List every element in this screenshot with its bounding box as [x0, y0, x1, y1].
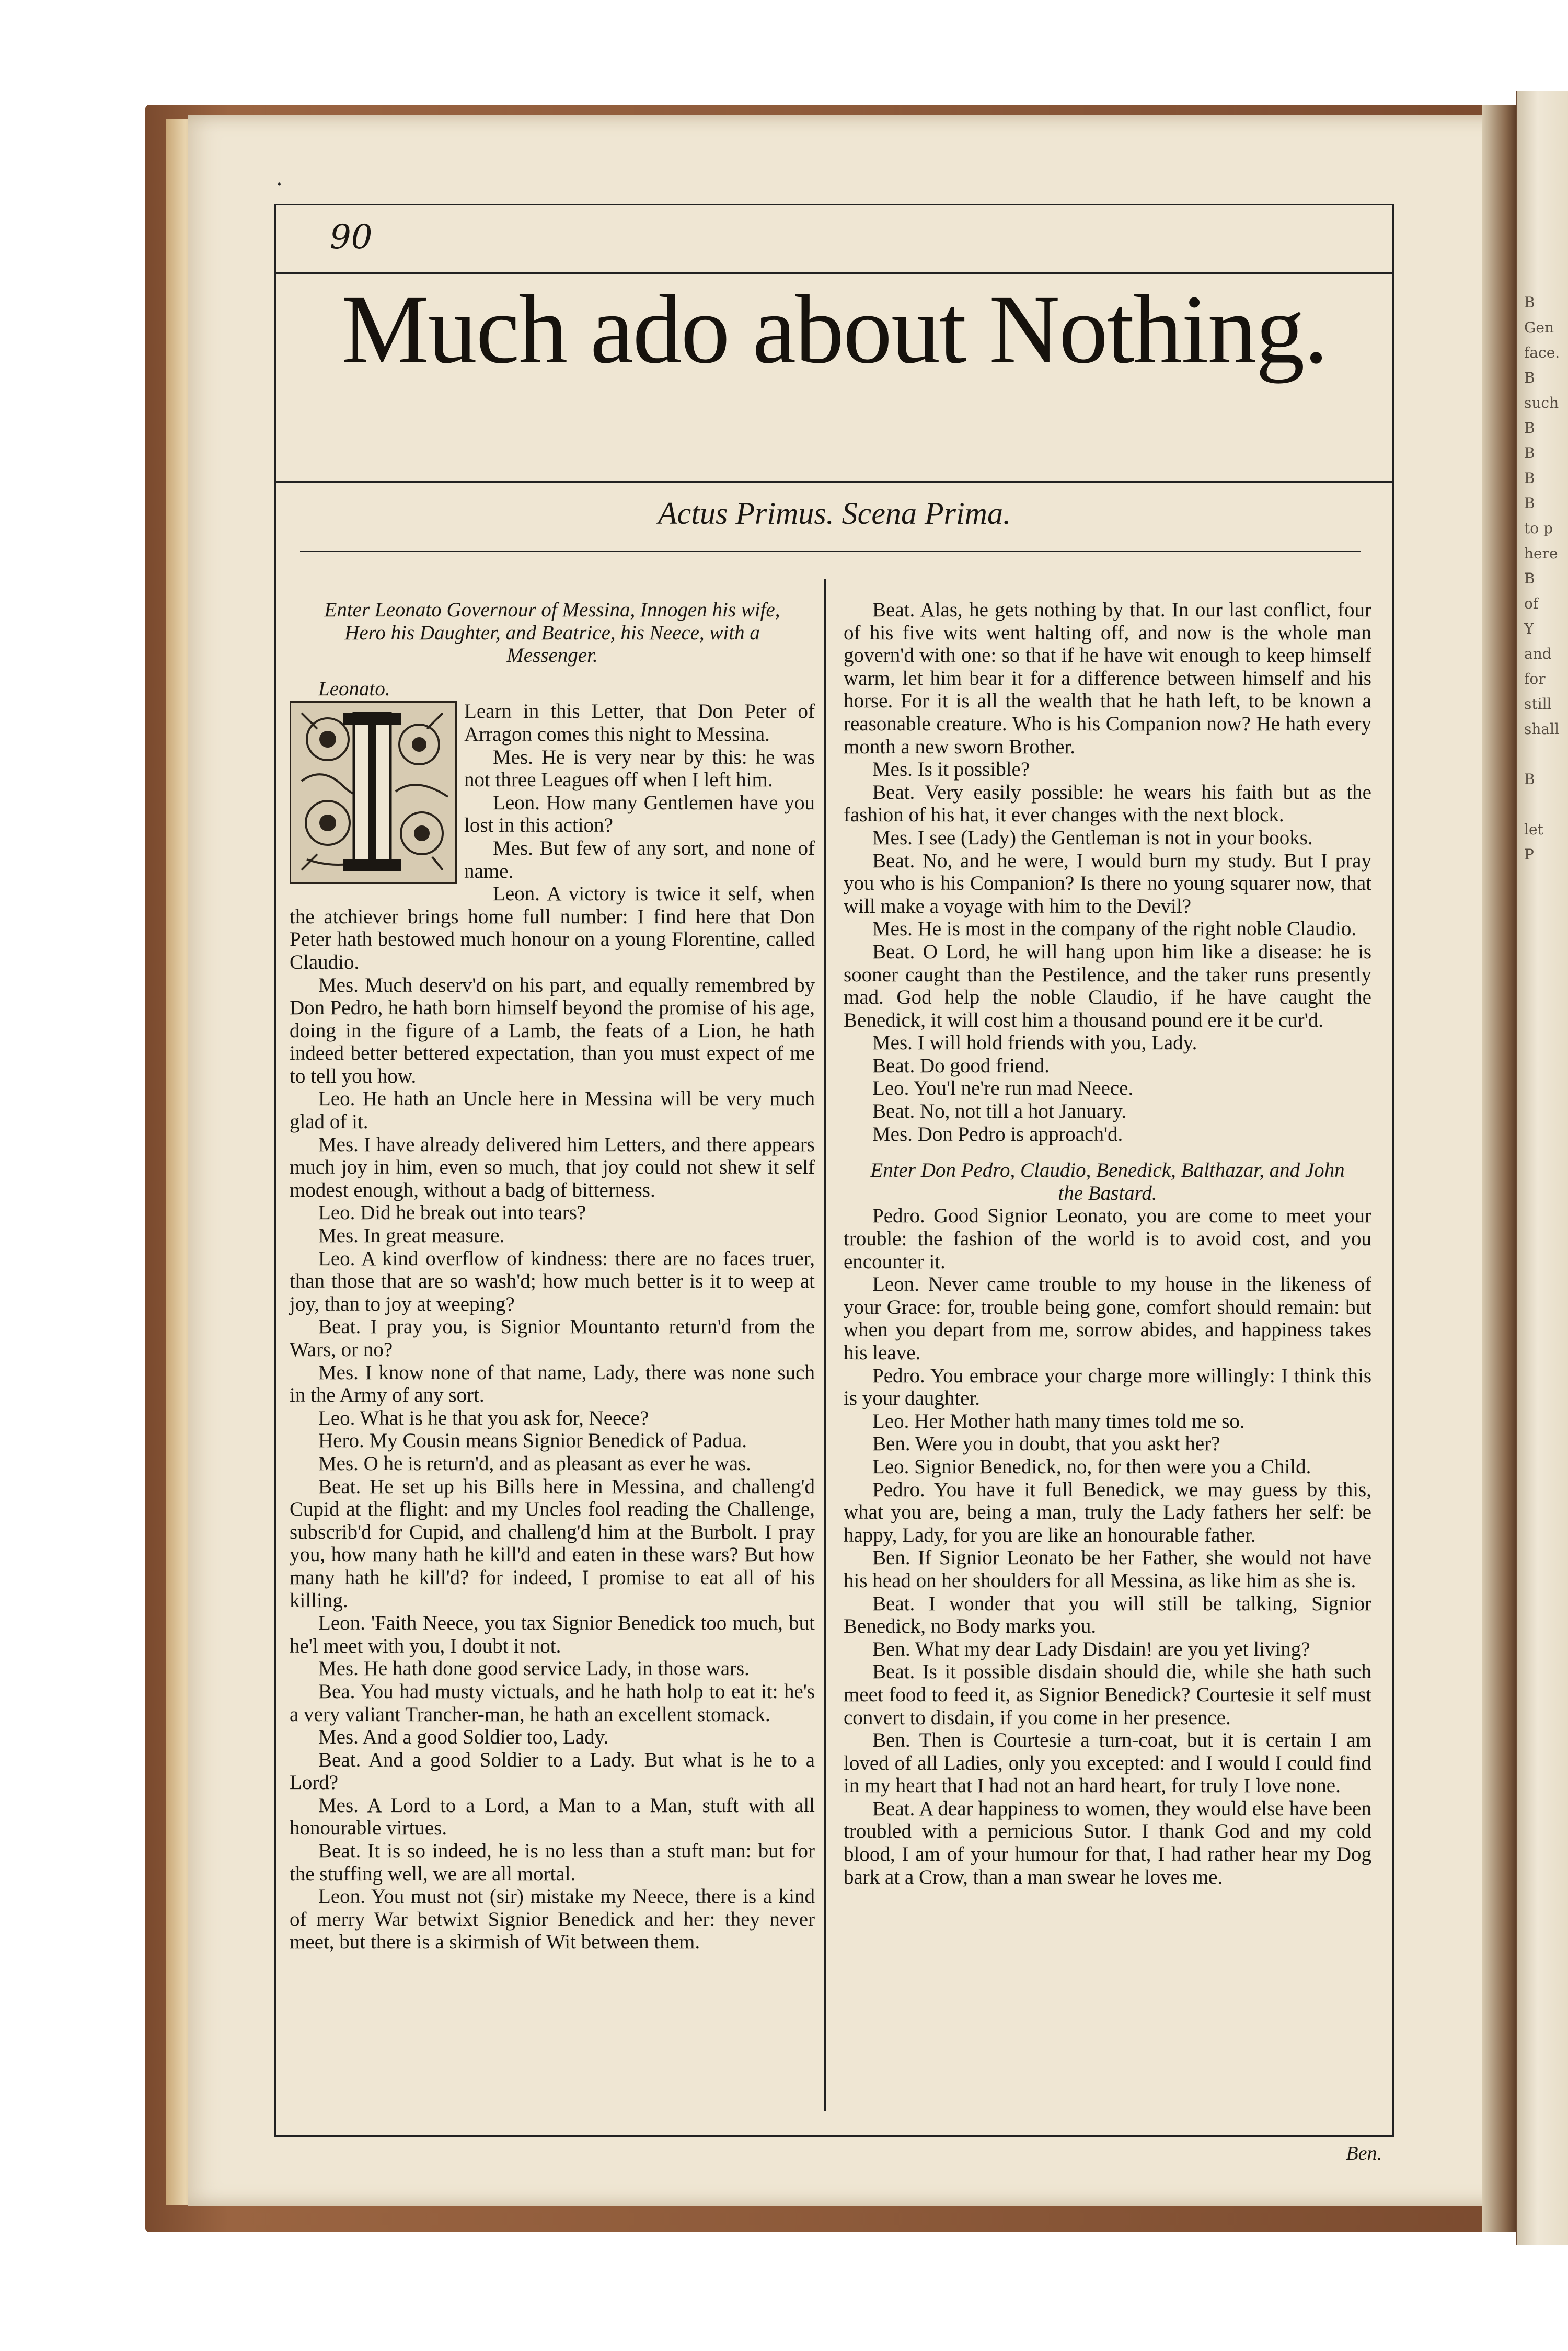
- dialogue-line: Leon. Never came trouble to my house in the likeness of your Grace: for, trouble being gone, comfort should remain: but when you depart from me, sorrow abides, and happiness takes his leave.: [844, 1273, 1371, 1364]
- dialogue-line: Mes. Is it possible?: [872, 758, 1030, 781]
- column-divider: [824, 579, 826, 2111]
- dialogue-line: Beat. I pray you, is Signior Mountanto return'd from the Wars, or no?: [290, 1315, 815, 1361]
- dialogue-line: Beat. No, and he were, I would burn my study. But I pray you who is his Companion? Is there no young squarer now, that will make a voyage with him to the Devil?: [844, 849, 1371, 918]
- facing-page-text: B Gen face. B such B B B B to p here B of Y and for still shall B let P: [1524, 294, 1560, 863]
- act-scene-heading: Actus Primus. Scena Prima.: [658, 496, 1011, 531]
- printer-mark: .: [276, 166, 283, 190]
- facing-page-edge: [1516, 91, 1568, 2245]
- dialogue-line: Ben. Then is Courtesie a turn-coat, but it is certain I am loved of all Ladies, only you excepted: and I would I could find in my heart that I had not an hard heart, for truly I love none.: [844, 1729, 1371, 1797]
- dialogue-line: Leo. He hath an Uncle here in Messina will be very much glad of it.: [290, 1087, 815, 1133]
- dialogue-line: Leon. A victory is twice it self, when the atchiever brings home full number: I find here that Don Peter hath bestowed much honour on a young Florentine, called Claudio.: [290, 882, 815, 973]
- dialogue-line: Mes. I will hold friends with you, Lady.: [872, 1031, 1197, 1054]
- speaker-name: Leonato.: [318, 677, 390, 700]
- dialogue-line: Mes. He is most in the company of the right noble Claudio.: [872, 918, 1357, 941]
- dialogue-line: Pedro. Good Signior Leonato, you are come to meet your trouble: the fashion of the world is to avoid cost, and you encounter it.: [844, 1205, 1371, 1273]
- page-number: 90: [330, 218, 373, 257]
- dialogue-line: Hero. My Cousin means Signior Benedick of Padua.: [318, 1429, 747, 1452]
- dialogue-line: Leo. Her Mother hath many times told me so.: [872, 1409, 1245, 1432]
- dialogue-line: Mes. He hath done good service Lady, in those wars.: [318, 1657, 750, 1680]
- dialogue-line: Beat. Very easily possible: he wears his faith but as the fashion of his hat, it ever changes with the next block.: [844, 781, 1371, 827]
- dialogue-line: Beat. No, not till a hot January.: [872, 1100, 1126, 1123]
- dialogue-line: Mes. In great measure.: [318, 1224, 505, 1247]
- dialogue-line: Beat. Alas, he gets nothing by that. In our last conflict, four of his five wits went halting off, and now is the whole man govern'd with one: so that if he have wit enough to keep himself warm, let him bear it for a difference between himself and his horse. For it is all the wealth that he hath left, to be known a reasonable creature. Who is his Companion now? He hath every month a new sworn Brother.: [844, 599, 1371, 758]
- dialogue-line: Ben. What my dear Lady Disdain! are you yet living?: [872, 1637, 1310, 1660]
- dialogue-line: Leo. Did he break out into tears?: [318, 1201, 586, 1224]
- left-column: [290, 599, 815, 1954]
- dialogue-line: Pedro. You embrace your charge more willingly: I think this is your daughter.: [844, 1364, 1371, 1410]
- dialogue-line: Mes. Don Pedro is approach'd.: [872, 1122, 1123, 1145]
- dialogue-line: Mes. I know none of that name, Lady, there was none such in the Army of any sort.: [290, 1361, 815, 1407]
- floral-initial-icon: [291, 703, 455, 882]
- right-column: [844, 599, 1371, 1888]
- dialogue-line: Beat. It is so indeed, he is no less than a stuft man: but for the stuffing well, we are all mortal.: [290, 1840, 815, 1885]
- dialogue-line: Beat. And a good Soldier to a Lady. But what is he to a Lord?: [290, 1748, 815, 1794]
- heading-rule: [300, 551, 1361, 552]
- dialogue-line: Beat. Do good friend.: [872, 1054, 1050, 1077]
- running-head: [276, 205, 1392, 274]
- dialogue-line: Pedro. You have it full Benedick, we may guess by this, what you are, being a man, truly the Lady fathers her self: be happy, Lady, for you are like an honourable father.: [844, 1478, 1371, 1546]
- decorated-initial: [290, 701, 457, 884]
- dialogue-line: Leon. You must not (sir) mistake my Neece, there is a kind of merry War betwixt Signior Benedick and her: they never meet, but there is a skirmish of Wit between them.: [290, 1885, 815, 1954]
- dialogue-line: Leo. What is he that you ask for, Neece?: [318, 1406, 649, 1429]
- dialogue-line: Leo. You'l ne're run mad Neece.: [872, 1077, 1134, 1100]
- dialogue-line: Leo. Signior Benedick, no, for then were you a Child.: [872, 1455, 1311, 1478]
- dialogue-line: Mes. I see (Lady) the Gentleman is not in your books.: [872, 826, 1313, 849]
- dialogue-line: Beat. I wonder that you will still be talking, Signior Benedick, no Body marks you.: [844, 1592, 1371, 1638]
- opening-paragraph: [290, 700, 815, 882]
- dialogue-line: Mes. A Lord to a Lord, a Man to a Man, stuft with all honourable virtues.: [290, 1794, 815, 1840]
- dialogue-line: Mes. But few of any sort, and none of name.: [464, 836, 815, 882]
- stage-direction: Enter Leonato Governour of Messina, Innogen his wife, Hero his Daughter, and Beatrice, his Neece, with a Messenger.: [324, 599, 780, 667]
- dialogue-line: Beat. A dear happiness to women, they would else have been troubled with a pernicious Sutor. I thank God and my cold blood, I am of your humour for that, I had rather hear my Dog bark at a Crow, than a man swear he loves me.: [844, 1797, 1371, 1888]
- dialogue-line: Beat. Is it possible disdain should die, while she hath such meet food to feed it, as Signior Benedick? Courtesie it self must convert to disdain, if you come in her presence.: [844, 1660, 1371, 1729]
- stage-direction: Enter Don Pedro, Claudio, Benedick, Balthazar, and John the Bastard.: [870, 1159, 1345, 1205]
- dialogue-line: Mes. And a good Soldier too, Lady.: [318, 1726, 609, 1749]
- first-line: Learn in this Letter, that Don Peter of Arragon comes this night to Messina.: [464, 700, 815, 746]
- dialogue-line: Mes. O he is return'd, and as pleasant as ever he was.: [318, 1452, 751, 1475]
- catchword: Ben.: [1346, 2142, 1382, 2164]
- dialogue-line: Leo. A kind overflow of kindness: there are no faces truer, than those that are so wash'd; how much better is it to weep at joy, than to joy at weeping?: [290, 1247, 815, 1315]
- dialogue-line: Ben. Were you in doubt, that you askt her?: [872, 1432, 1220, 1455]
- dialogue-line: Ben. If Signior Leonato be her Father, she would not have his head on her shoulders for all Messina, as like him as she is.: [844, 1546, 1371, 1592]
- dialogue-line: Beat. He set up his Bills here in Messina, and challeng'd Cupid at the flight: and my Uncles fool reading the Challenge, subscrib'd for Cupid, and challeng'd him at the Burbolt. I pray you, how many hath he kill'd and eaten in these wars? But how many hath he kill'd? for indeed, I promise to eat all of his killing.: [290, 1475, 815, 1612]
- printed-frame: [274, 204, 1394, 2164]
- dialogue-line: Bea. You had musty victuals, and he hath holp to eat it: he's a very valiant Trancher-man, he hath an excellent stomack.: [290, 1680, 815, 1726]
- dialogue-line: Mes. I have already delivered him Letters, and there appears much joy in him, even so much, that joy could not shew it self modest enough, without a badg of bitterness.: [290, 1133, 815, 1201]
- dialogue-line: Beat. O Lord, he will hang upon him like a disease: he is sooner caught than the Pestilence, and the taker runs presently mad. God help the noble Claudio, if he have caught the Benedick, it will cost him a thousand pound ere it be cur'd.: [844, 940, 1371, 1031]
- dialogue-line: Mes. He is very near by this: he was not three Leagues off when I left him.: [464, 746, 815, 792]
- play-title: Much ado about Nothing.: [341, 274, 1328, 384]
- book-gutter: [1482, 105, 1516, 2232]
- dialogue-line: Leon. 'Faith Neece, you tax Signior Benedick too much, but he'l meet with you, I doubt it not.: [290, 1612, 815, 1657]
- dialogue-line: Mes. Much deserv'd on his part, and equally remembred by Don Pedro, he hath born himself beyond the promise of his age, doing in the figure of a Lamb, the feats of a Lion, he hath indeed better bettered expectation, than you must expect of me to tell you how.: [290, 973, 815, 1087]
- dialogue-line: Leon. How many Gentlemen have you lost in this action?: [464, 791, 815, 837]
